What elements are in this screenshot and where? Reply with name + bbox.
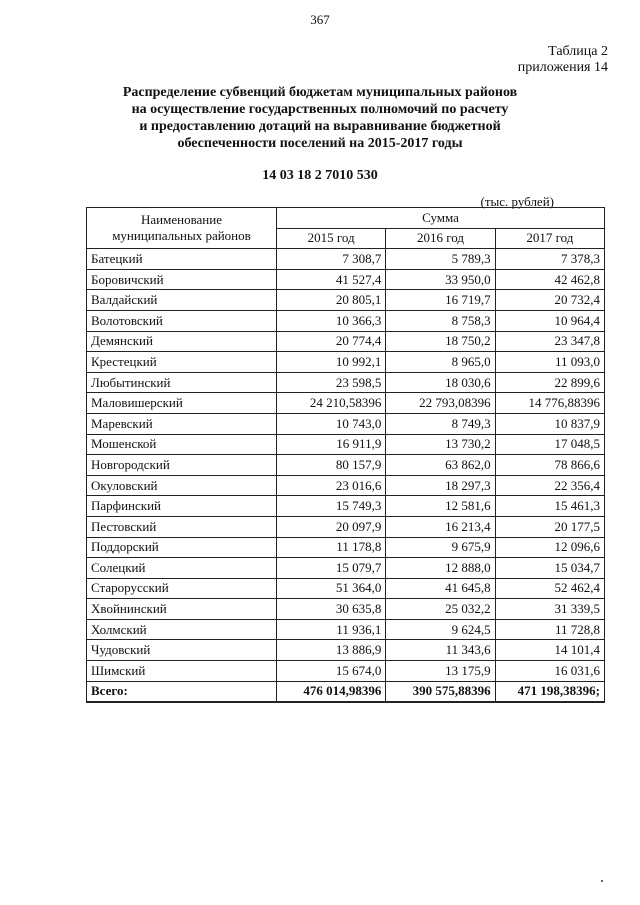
value-2016-cell: 63 862,0: [386, 455, 495, 476]
column-header-name-line2: муниципальных районов: [112, 228, 251, 244]
table-row: [87, 455, 605, 476]
total-value-2015-cell: 476 014,98396: [277, 681, 386, 702]
title-line: и предоставлению дотаций на выравнивание бюджетной: [139, 119, 501, 134]
value-2016-cell: 33 950,0: [386, 269, 495, 290]
appendix-reference: [518, 44, 608, 76]
table-row: [87, 496, 605, 517]
district-name-cell: Волотовский: [87, 310, 277, 331]
district-name-cell: Валдайский: [87, 290, 277, 311]
value-2015-cell: 20 097,9: [277, 516, 386, 537]
value-2017-cell: 20 732,4: [495, 290, 604, 311]
value-2015-cell: 20 805,1: [277, 290, 386, 311]
value-2016-cell: 13 730,2: [386, 434, 495, 455]
table-row: [87, 331, 605, 352]
subvention-table: [86, 207, 605, 703]
district-name-cell: Боровичский: [87, 269, 277, 290]
title-line: обеспеченности поселений на 2015-2017 годы: [177, 136, 463, 151]
value-2015-cell: 80 157,9: [277, 455, 386, 476]
total-value-2016-cell: 390 575,88396: [386, 681, 495, 702]
value-2017-cell: 16 031,6: [495, 661, 604, 682]
table-row: [87, 599, 605, 620]
value-2017-cell: 42 462,8: [495, 269, 604, 290]
units-label: (тыс. рублей): [480, 194, 554, 209]
value-2015-cell: 23 598,5: [277, 372, 386, 393]
column-header-name: [87, 208, 277, 249]
value-2017-cell: 7 378,3: [495, 249, 604, 270]
district-name-cell: Пестовский: [87, 516, 277, 537]
value-2017-cell: 31 339,5: [495, 599, 604, 620]
column-header-name-line1: Наименование: [141, 212, 222, 228]
table-body: [87, 249, 605, 703]
table-row: [87, 249, 605, 270]
table-row: [87, 578, 605, 599]
value-2015-cell: 11 936,1: [277, 619, 386, 640]
value-2015-cell: 15 674,0: [277, 661, 386, 682]
district-name-cell: Батецкий: [87, 249, 277, 270]
value-2017-cell: 20 177,5: [495, 516, 604, 537]
table-row: [87, 393, 605, 414]
total-row: [87, 681, 605, 702]
value-2015-cell: 51 364,0: [277, 578, 386, 599]
value-2015-cell: 10 992,1: [277, 352, 386, 373]
value-2017-cell: 17 048,5: [495, 434, 604, 455]
value-2016-cell: 11 343,6: [386, 640, 495, 661]
value-2016-cell: 13 175,9: [386, 661, 495, 682]
value-2016-cell: 22 793,08396: [386, 393, 495, 414]
district-name-cell: Маревский: [87, 413, 277, 434]
value-2016-cell: 9 675,9: [386, 537, 495, 558]
value-2017-cell: 15 034,7: [495, 558, 604, 579]
title-line: Распределение субвенций бюджетам муниципальных районов: [122, 85, 518, 100]
table-row: [87, 310, 605, 331]
value-2015-cell: 13 886,9: [277, 640, 386, 661]
district-name-cell: Чудовский: [87, 640, 277, 661]
value-2017-cell: 14 101,4: [495, 640, 604, 661]
district-name-cell: Новгородский: [87, 455, 277, 476]
value-2015-cell: 15 749,3: [277, 496, 386, 517]
value-2016-cell: 8 965,0: [386, 352, 495, 373]
value-2015-cell: 20 774,4: [277, 331, 386, 352]
value-2016-cell: 41 645,8: [386, 578, 495, 599]
value-2016-cell: 16 719,7: [386, 290, 495, 311]
table-row: [87, 640, 605, 661]
district-name-cell: Солецкий: [87, 558, 277, 579]
scan-speck: [601, 880, 603, 882]
table-row: [87, 434, 605, 455]
value-2015-cell: 10 366,3: [277, 310, 386, 331]
value-2016-cell: 16 213,4: [386, 516, 495, 537]
table-row: [87, 290, 605, 311]
value-2015-cell: 30 635,8: [277, 599, 386, 620]
value-2015-cell: 10 743,0: [277, 413, 386, 434]
value-2015-cell: 24 210,58396: [277, 393, 386, 414]
value-2015-cell: 41 527,4: [277, 269, 386, 290]
value-2015-cell: 15 079,7: [277, 558, 386, 579]
value-2017-cell: 10 964,4: [495, 310, 604, 331]
appendix-table-label: Таблица 2: [548, 44, 608, 59]
value-2017-cell: 52 462,4: [495, 578, 604, 599]
page-number: 367: [310, 12, 330, 27]
district-name-cell: Демянский: [87, 331, 277, 352]
value-2015-cell: 11 178,8: [277, 537, 386, 558]
value-2017-cell: 10 837,9: [495, 413, 604, 434]
value-2016-cell: 12 888,0: [386, 558, 495, 579]
value-2017-cell: 14 776,88396: [495, 393, 604, 414]
district-name-cell: Крестецкий: [87, 352, 277, 373]
value-2017-cell: 11 728,8: [495, 619, 604, 640]
value-2015-cell: 16 911,9: [277, 434, 386, 455]
value-2016-cell: 5 789,3: [386, 249, 495, 270]
document-title: [60, 84, 580, 152]
value-2017-cell: 23 347,8: [495, 331, 604, 352]
value-2017-cell: 12 096,6: [495, 537, 604, 558]
column-header-2015: 2015 год: [277, 228, 386, 249]
table-header-row: [87, 208, 605, 229]
value-2015-cell: 7 308,7: [277, 249, 386, 270]
value-2016-cell: 18 297,3: [386, 475, 495, 496]
district-name-cell: Шимский: [87, 661, 277, 682]
appendix-number-label: приложения 14: [517, 60, 608, 75]
value-2016-cell: 12 581,6: [386, 496, 495, 517]
value-2016-cell: 18 750,2: [386, 331, 495, 352]
value-2017-cell: 78 866,6: [495, 455, 604, 476]
total-district-name-cell: Всего:: [87, 681, 277, 702]
district-name-cell: Окуловский: [87, 475, 277, 496]
value-2016-cell: 18 030,6: [386, 372, 495, 393]
table-row: [87, 413, 605, 434]
value-2015-cell: 23 016,6: [277, 475, 386, 496]
column-header-sum: Сумма: [277, 208, 605, 229]
title-line: на осуществление государственных полномочий по расчету: [131, 102, 509, 117]
table-row: [87, 619, 605, 640]
value-2017-cell: 15 461,3: [495, 496, 604, 517]
table-row: [87, 352, 605, 373]
value-2017-cell: 11 093,0: [495, 352, 604, 373]
value-2016-cell: 9 624,5: [386, 619, 495, 640]
district-name-cell: Мошенской: [87, 434, 277, 455]
value-2017-cell: 22 356,4: [495, 475, 604, 496]
total-value-2017-cell: 471 198,38396;: [495, 681, 604, 702]
table-row: [87, 475, 605, 496]
column-header-2016: 2016 год: [386, 228, 495, 249]
column-header-2017: 2017 год: [495, 228, 604, 249]
district-name-cell: Маловишерский: [87, 393, 277, 414]
budget-classification-code: 14 03 18 2 7010 530: [262, 168, 378, 183]
table-row: [87, 372, 605, 393]
value-2017-cell: 22 899,6: [495, 372, 604, 393]
district-name-cell: Любытинский: [87, 372, 277, 393]
value-2016-cell: 25 032,2: [386, 599, 495, 620]
table-row: [87, 661, 605, 682]
district-name-cell: Парфинский: [87, 496, 277, 517]
district-name-cell: Поддорский: [87, 537, 277, 558]
district-name-cell: Хвойнинский: [87, 599, 277, 620]
table-row: [87, 516, 605, 537]
value-2016-cell: 8 749,3: [386, 413, 495, 434]
table-row: [87, 558, 605, 579]
table-row: [87, 269, 605, 290]
table-row: [87, 537, 605, 558]
district-name-cell: Холмский: [87, 619, 277, 640]
value-2016-cell: 8 758,3: [386, 310, 495, 331]
district-name-cell: Старорусский: [87, 578, 277, 599]
